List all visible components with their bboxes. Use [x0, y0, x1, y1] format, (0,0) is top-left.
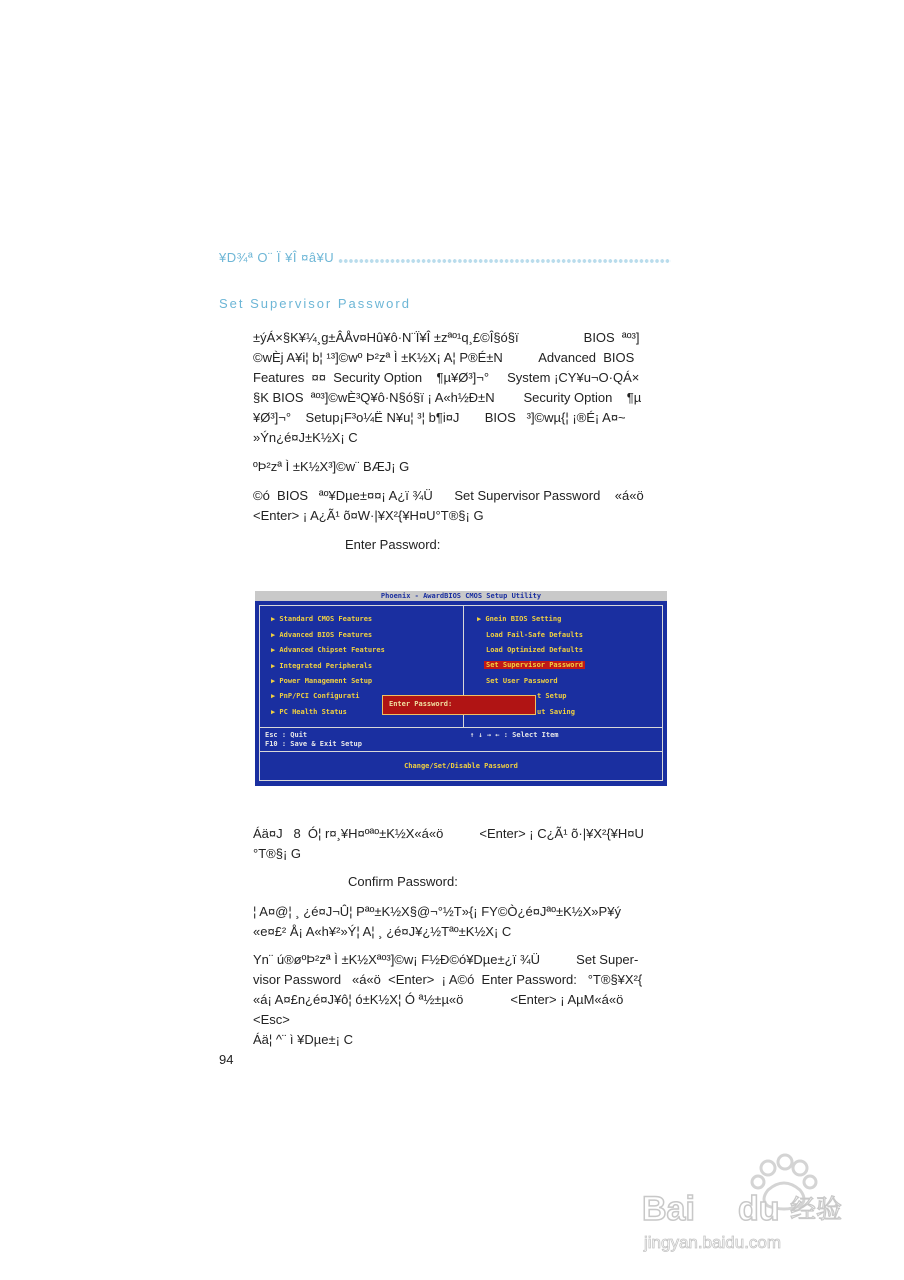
paragraph-step-3: ¦ A¤@¦ ¸ ¿é¤J¬Û¦ Pªº±K½X§@¬°½T»{¡ FY©Ò¿é¤Jªº±K½X»P¥ý «e¤£² Å¡ A«h¥²»Ý¦ A¦ ¸ ¿é¤J¥¿½Tªº±K½X¡ C: [253, 904, 621, 939]
bios-divider-horizontal: [259, 751, 663, 752]
header-title: ¥D¾ª O¨ Ï ¥Î ¤â¥U: [219, 250, 335, 265]
bios-status-line: Change/Set/Disable Password: [404, 762, 518, 770]
paragraph-disable-password: Yn¨ ú®øºÞ²zª Ì ±K½Xªº³]©w¡ F½Ð©ó¥Dµe±¿ï ¾Ü Set Super- visor Password «á«ö <Enter> ¡ A©ó Enter Password: °T®§¥X²{ «á¡ A¤£n¿é¤J¥ô¦ ó±K½X¦ Ó ª½±µ«ö <Enter> ¡ AµM«á«ö <Esc> Áä¦ ^¨ ì ¥Dµe±¡ C: [253, 952, 643, 1047]
enter-password-prompt: Enter Password:: [345, 537, 441, 552]
svg-text:jingyan.baidu.com: jingyan.baidu.com: [644, 1233, 782, 1252]
bios-menu-power-management[interactable]: ▶ Power Management Setup: [271, 677, 373, 685]
paragraph-step-1: ©ó BIOS ªº¥Dµe±¤¤¡ A¿ï ¾Ü Set Supervisor Password «á«ö <Enter> ¡ A¿Ã¹ õ¤W·|¥X²{¥H¤U°T®§¡ G: [253, 488, 644, 523]
svg-text:du: du: [738, 1190, 780, 1228]
header-dots-divider: [338, 258, 671, 264]
bios-menu-load-fail-safe[interactable]: Load Fail-Safe Defaults: [486, 631, 583, 639]
bios-menu-advanced-chipset[interactable]: ▶ Advanced Chipset Features: [271, 646, 385, 654]
bios-dialog-label: Enter Password:: [389, 700, 453, 708]
bios-menu-set-supervisor-password[interactable]: [484, 661, 585, 669]
bios-menu-advanced-bios[interactable]: ▶ Advanced BIOS Features: [271, 631, 373, 639]
bios-title-bar: Phoenix - AwardBIOS CMOS Setup Utility: [255, 591, 667, 601]
bios-screenshot: [255, 591, 667, 786]
svg-text:经验: 经验: [790, 1195, 843, 1225]
confirm-password-prompt: Confirm Password:: [348, 874, 458, 889]
bios-menu-set-user-password[interactable]: Set User Password: [486, 677, 558, 685]
bios-menu-pnp-pci[interactable]: ▶ PnP/PCI Configurati: [271, 692, 360, 700]
section-title: Set Supervisor Password: [219, 296, 411, 311]
paragraph-intro: ±ýÁ×§K¥¼¸g±ÂÅv¤Hû¥ô·N¨Ï¥Î ±zªº¹q¸£©Î§ó§ï BIOS ªº³] ©wÈj A¥i¦ b¦ ¹³]©wº Þ²zª Ì ±K½X¡ A¦ P®É±N Advanced BIOS Features ¤¤ Security Option ¶µ¥Ø³]¬° System ¡CY¥u¬O·QÁ× §K BIOS ªº³]©wÈ³Q¥ô·N§ó§ï ¡ A«h½Ð±N Security Option ¶µ ¥Ø³]¬° Setup¡F³o¼Ë N¥u¦ ³¦ b¶i¤J BIOS ³]©wµ{¦ ¡®É¡ A¤~ »Ýn¿é¤J±K½X¡ C: [253, 330, 642, 445]
bios-footer-quit: Esc : Quit: [265, 731, 308, 739]
bios-divider-horizontal: [259, 727, 663, 728]
baidu-jingyan-watermark-logo: [640, 1150, 860, 1260]
bios-footer-select-item: ↑ ↓ → ← : Select Item: [470, 731, 559, 739]
bios-menu-load-optimized[interactable]: Load Optimized Defaults: [486, 646, 583, 654]
paragraph-step-2: Áä¤J 8 Ó¦ r¤¸¥H¤ºªº±K½X«á«ö <Enter> ¡ C¿Ã¹ õ·|¥X²{¥H¤U °T®§¡ G: [253, 826, 644, 861]
bios-menu-integrated-peripherals[interactable]: ▶ Integrated Peripherals: [271, 662, 373, 670]
bios-menu-selected-label: Set Supervisor Password: [486, 661, 583, 669]
paragraph-steps-heading: ºÞ²zª Ì ±K½X³]©w¨ BÆJ¡ G: [253, 459, 410, 474]
bios-menu-exit-setup[interactable]: t Setup: [537, 692, 567, 700]
bios-menu-gnein-bios[interactable]: ▶ Gnein BIOS Setting: [477, 615, 562, 623]
bios-footer-save-exit: F10 : Save & Exit Setup: [265, 740, 362, 748]
bios-menu-pc-health[interactable]: ▶ PC Health Status: [271, 708, 347, 716]
bios-password-dialog[interactable]: [382, 695, 536, 715]
bios-menu-exit-without-saving[interactable]: ut Saving: [537, 708, 575, 716]
svg-text:Bai: Bai: [642, 1190, 695, 1228]
page-number: 94: [219, 1052, 234, 1067]
bios-menu-standard-cmos[interactable]: ▶ Standard CMOS Features: [271, 615, 373, 623]
